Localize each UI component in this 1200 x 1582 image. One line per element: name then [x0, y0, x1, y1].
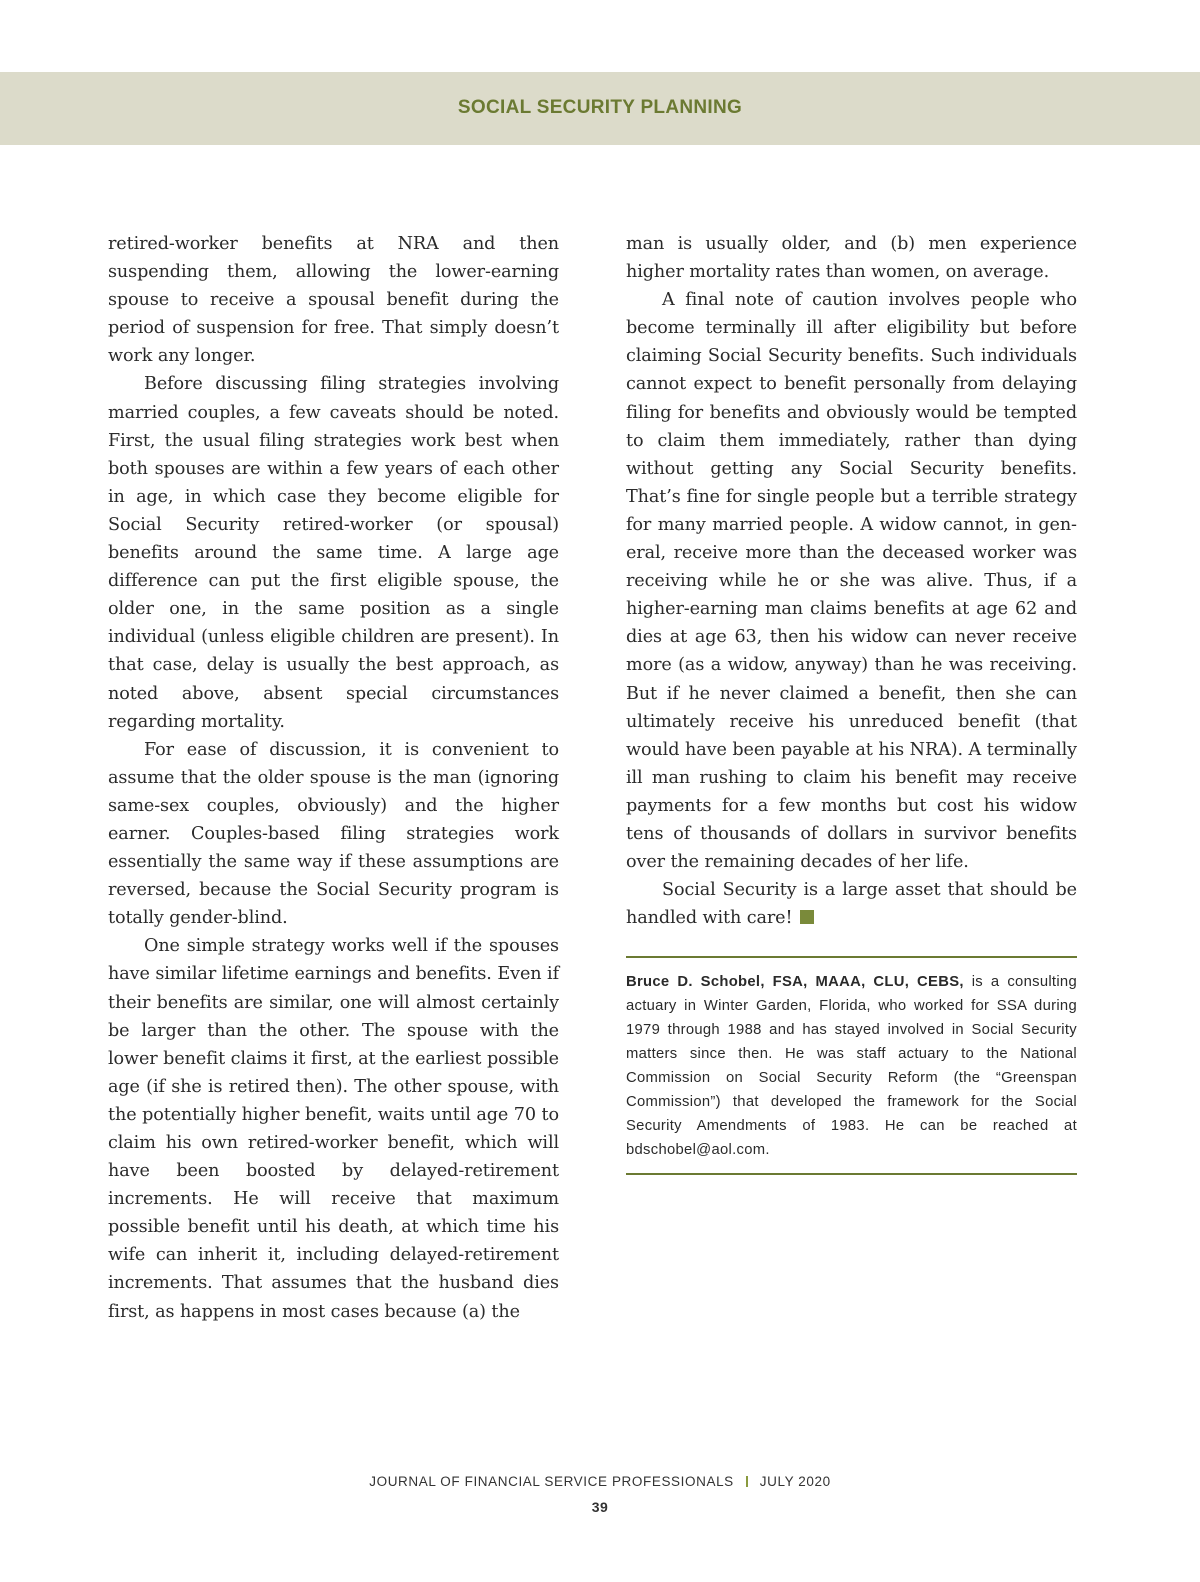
left-paragraph-4: One simple strategy works well if the spouses have similar lifetime earnings and benefits. Even if their benefits are similar, one will almost certainly be larger than the other. The spouse with the lower benefit claims it first, at the earliest possible age (if she is retired then). The other spouse, with the potentially higher benefit, waits until age 70 to claim his own retired-worker benefit, which will have been boosted by delayed-retirement increments. He will receive that maximum possible benefit until his death, at which time his wife can inherit it, including delayed-retirement increments. That assumes that the husband dies first, as happens in most cases because (a) the	[108, 936, 559, 1322]
right-paragraph-2: A final note of caution involves people who become terminally ill after eligibility but before claiming Social Security benefits. Such individuals cannot expect to benefit personally from delaying filing for benefits and obviously would be tempted to claim them immediately, rather than dying without getting any Social Security benefits. That’s fine for single people but a terrible strategy for many married people. A widow cannot, in general, receive more than the deceased worker was receiving while he or she was alive. Thus, if a higher-earning man claims benefits at age 62 and dies at age 63, then his widow can never receive more (as a widow, anyway) than he was receiving. But if he never claimed a benefit, then she can ultimately receive his unreduced benefit (that would have been payable at his NRA). A terminally ill man rushing to claim his benefit may receive payments for a few months but cost his widow tens of thousands of dollars in survivor benefits over the remaining decades of her life.	[626, 290, 1077, 873]
right-paragraph-3	[626, 876, 1077, 932]
bio-top-rule	[626, 956, 1077, 958]
page-number: 39	[591, 1499, 609, 1515]
journal-name: JOURNAL OF FINANCIAL SERVICE PROFESSIONALS	[369, 1474, 734, 1489]
author-bio	[626, 970, 1077, 1162]
right-paragraph-1: man is usually older, and (b) men experience higher mortality rates than women, on average.	[626, 234, 1077, 283]
left-paragraph-3: For ease of discussion, it is convenient to assume that the older spouse is the man (ignoring same-sex couples, obviously) and the higher earner. Couples-based filing strategies work essentially the same way if these assumptions are reversed, because the Social Security program is totally gender-blind.	[108, 739, 559, 929]
left-paragraph-2: Before discussing filing strategies involving married couples, a few caveats should be noted. First, the usual filing strategies work best when both spouses are within a few years of each other in age, in which case they become eligible for Social Security retired-worker (or spousal) benefits around the same time. A large age difference can put the first eligible spouse, the older one, in the same position as a single individual (unless eligible children are present). In that case, delay is usually the best approach, as noted above, absent special circumstances regarding mortality.	[108, 374, 559, 732]
footer-separator	[746, 1476, 748, 1487]
bio-bottom-rule	[626, 1173, 1077, 1175]
left-paragraph-1: retired-worker benefits at NRA and then suspending them, allowing the lower-earning spouse to receive a spousal benefit during the period of suspension for free. That simply doesn’t work any longer.	[108, 234, 559, 367]
page-footer	[0, 1474, 1200, 1489]
left-column	[108, 230, 559, 1326]
issue-date: JULY 2020	[759, 1474, 831, 1489]
right-column	[626, 230, 1077, 932]
closing-sentence: Social Security is a large asset that should be handled with care!	[626, 880, 1077, 929]
author-name: Bruce D. Schobel, FSA, MAAA, CLU, CEBS,	[626, 974, 964, 990]
end-of-article-square-icon	[800, 910, 814, 924]
section-title: SOCIAL SECURITY PLANNING	[457, 97, 743, 118]
author-bio-text: is a consulting actuary in Winter Garden, Florida, who worked for SSA during 1979 through 1988 and has stayed involved in Social Security matters since then. He was staff actuary to the National Commission on Social Security Reform (the “Greenspan Commission”) that developed the framework for the Social Security Amendments of 1983. He can be reached at bdschobel@aol.com.	[626, 974, 1077, 1158]
